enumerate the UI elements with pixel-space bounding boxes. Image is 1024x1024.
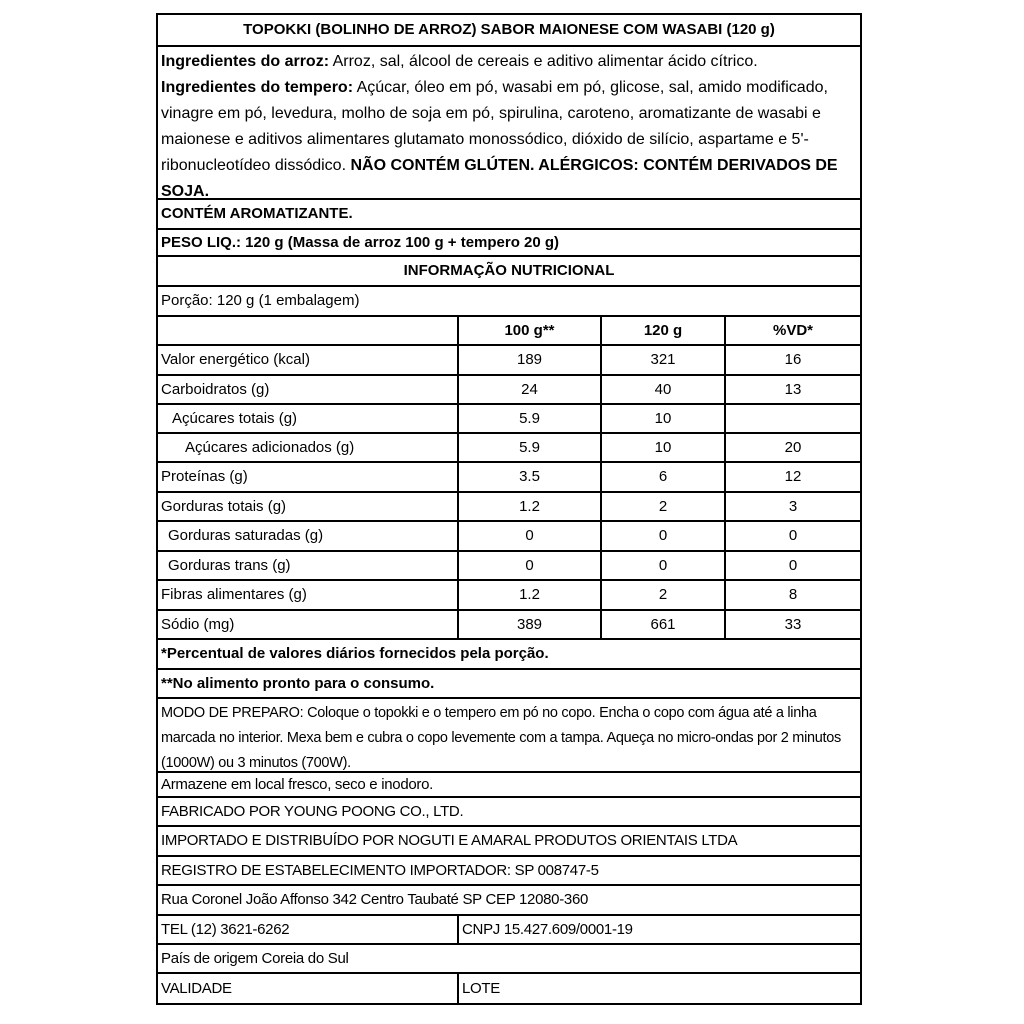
table-row	[158, 493, 860, 522]
rice-ingredients-label: Ingredientes do arroz:	[161, 53, 330, 70]
header-cell-100g: 100 g**	[459, 317, 602, 344]
value-vd: 13	[784, 380, 802, 398]
storage-instructions: Armazene em local fresco, seco e inodoro.	[158, 773, 860, 798]
value-100g: 5.9	[459, 434, 602, 461]
value-vd: 3	[788, 497, 798, 515]
header-cell-name	[158, 317, 459, 344]
nutrient-name: Sódio (mg)	[158, 611, 459, 638]
value-120g: 321	[602, 346, 726, 374]
value-120g: 2	[602, 493, 726, 520]
preparation-instructions: MODO DE PREPARO: Coloque o topokki e o tempero em pó no copo. Encha o copo com água até a linha marcada no interior. Mexa bem e cubra o copo levemente com a tampa. Aqueça no micro-ondas por 2 minutos (1000W) ou 3 minutos (700W).	[158, 699, 860, 773]
table-row	[158, 463, 860, 493]
nutrient-name: Valor energético (kcal)	[158, 346, 459, 374]
value-vd	[726, 405, 860, 432]
product-title: TOPOKKI (BOLINHO DE ARROZ) SABOR MAIONESE COM WASABI (120 g)	[158, 15, 860, 47]
value-100g: 189	[459, 346, 602, 374]
value-120g: 40	[602, 376, 726, 403]
footnote-daily-values: *Percentual de valores diários fornecidos pela porção.	[158, 640, 860, 670]
portion-size: Porção: 120 g (1 embalagem)	[158, 287, 860, 317]
value-100g: 389	[459, 611, 602, 638]
value-100g: 3.5	[459, 463, 602, 491]
value-vd: 0	[788, 556, 798, 574]
importer: IMPORTADO E DISTRIBUÍDO POR NOGUTI E AMARAL PRODUTOS ORIENTAIS LTDA	[158, 827, 860, 857]
nutrient-name: Gorduras saturadas (g)	[158, 522, 459, 550]
nutrient-name: Proteínas (g)	[158, 463, 459, 491]
phone: TEL (12) 3621-6262	[158, 916, 459, 943]
nutrient-name: Carboidratos (g)	[158, 376, 459, 403]
value-120g: 10	[602, 434, 726, 461]
table-row	[158, 581, 860, 611]
allergen-warning: NÃO CONTÉM GLÚTEN. ALÉRGICOS: CONTÉM DERIVADOS DE SOJA.	[161, 157, 838, 200]
nutrition-label	[156, 13, 862, 1005]
table-row	[158, 522, 860, 552]
seasoning-ingredients-label: Ingredientes do tempero:	[161, 79, 354, 96]
value-120g: 2	[602, 581, 726, 609]
header-cell-120g: 120 g	[602, 317, 726, 344]
footnote-ready-to-eat: **No alimento pronto para o consumo.	[158, 670, 860, 699]
table-row	[158, 434, 860, 463]
nutrient-name: Fibras alimentares (g)	[158, 581, 459, 609]
manufacturer: FABRICADO POR YOUNG POONG CO., LTD.	[158, 798, 860, 827]
table-row	[158, 405, 860, 434]
value-100g: 5.9	[459, 405, 602, 432]
contains-flavoring: CONTÉM AROMATIZANTE.	[158, 200, 860, 230]
lot: LOTE	[462, 979, 500, 997]
value-100g: 1.2	[459, 493, 602, 520]
table-row	[158, 346, 860, 376]
seasoning-ingredients-text: Açúcar, óleo em pó, wasabi em pó, glicose, sal, amido modificado, vinagre em pó, levedura, molho de soja em pó, spirulina, caroteno, aromatizante de wasabi e maionese e aditivos alimentares glutamato monossódico, dióxido de silício, aspartame e 5'-ribonucleotídeo dissódico.	[161, 79, 828, 174]
table-row	[158, 611, 860, 640]
ingredients-text	[158, 47, 860, 200]
nutrition-heading: INFORMAÇÃO NUTRICIONAL	[158, 257, 860, 287]
table-row	[158, 376, 860, 405]
rice-ingredients-text: Arroz, sal, álcool de cereais e aditivo alimentar ácido cítrico.	[329, 53, 758, 70]
value-vd: 0	[788, 527, 798, 544]
nutrient-name: Açúcares adicionados (g)	[158, 434, 459, 461]
contact-row	[158, 916, 860, 945]
value-100g: 1.2	[459, 581, 602, 609]
header-cell-vd: %VD*	[772, 321, 813, 339]
value-120g: 6	[602, 463, 726, 491]
nutrient-name: Gorduras trans (g)	[158, 552, 459, 579]
value-vd: 12	[784, 468, 802, 485]
cnpj: CNPJ 15.427.609/0001-19	[462, 920, 633, 938]
nutrient-name: Gorduras totais (g)	[158, 493, 459, 520]
ingredients-block	[158, 47, 860, 200]
value-100g: 24	[459, 376, 602, 403]
validity: VALIDADE	[158, 974, 459, 1003]
validity-lot-row	[158, 974, 860, 1003]
nutrient-name: Açúcares totais (g)	[158, 405, 459, 432]
value-100g: 0	[459, 552, 602, 579]
nutrition-header-row	[158, 317, 860, 346]
value-120g: 661	[602, 611, 726, 638]
value-vd: 16	[784, 351, 802, 368]
address: Rua Coronel João Affonso 342 Centro Taubaté SP CEP 12080-360	[158, 886, 860, 916]
value-100g: 0	[459, 522, 602, 550]
value-vd: 8	[788, 586, 798, 603]
value-vd: 20	[784, 438, 802, 456]
table-row	[158, 552, 860, 581]
country-of-origin: País de origem Coreia do Sul	[158, 945, 860, 974]
value-120g: 10	[602, 405, 726, 432]
value-120g: 0	[602, 552, 726, 579]
net-weight: PESO LIQ.: 120 g (Massa de arroz 100 g + tempero 20 g)	[158, 230, 860, 257]
value-120g: 0	[602, 522, 726, 550]
value-vd: 33	[784, 615, 802, 633]
importer-registration: REGISTRO DE ESTABELECIMENTO IMPORTADOR: SP 008747-5	[158, 857, 860, 886]
